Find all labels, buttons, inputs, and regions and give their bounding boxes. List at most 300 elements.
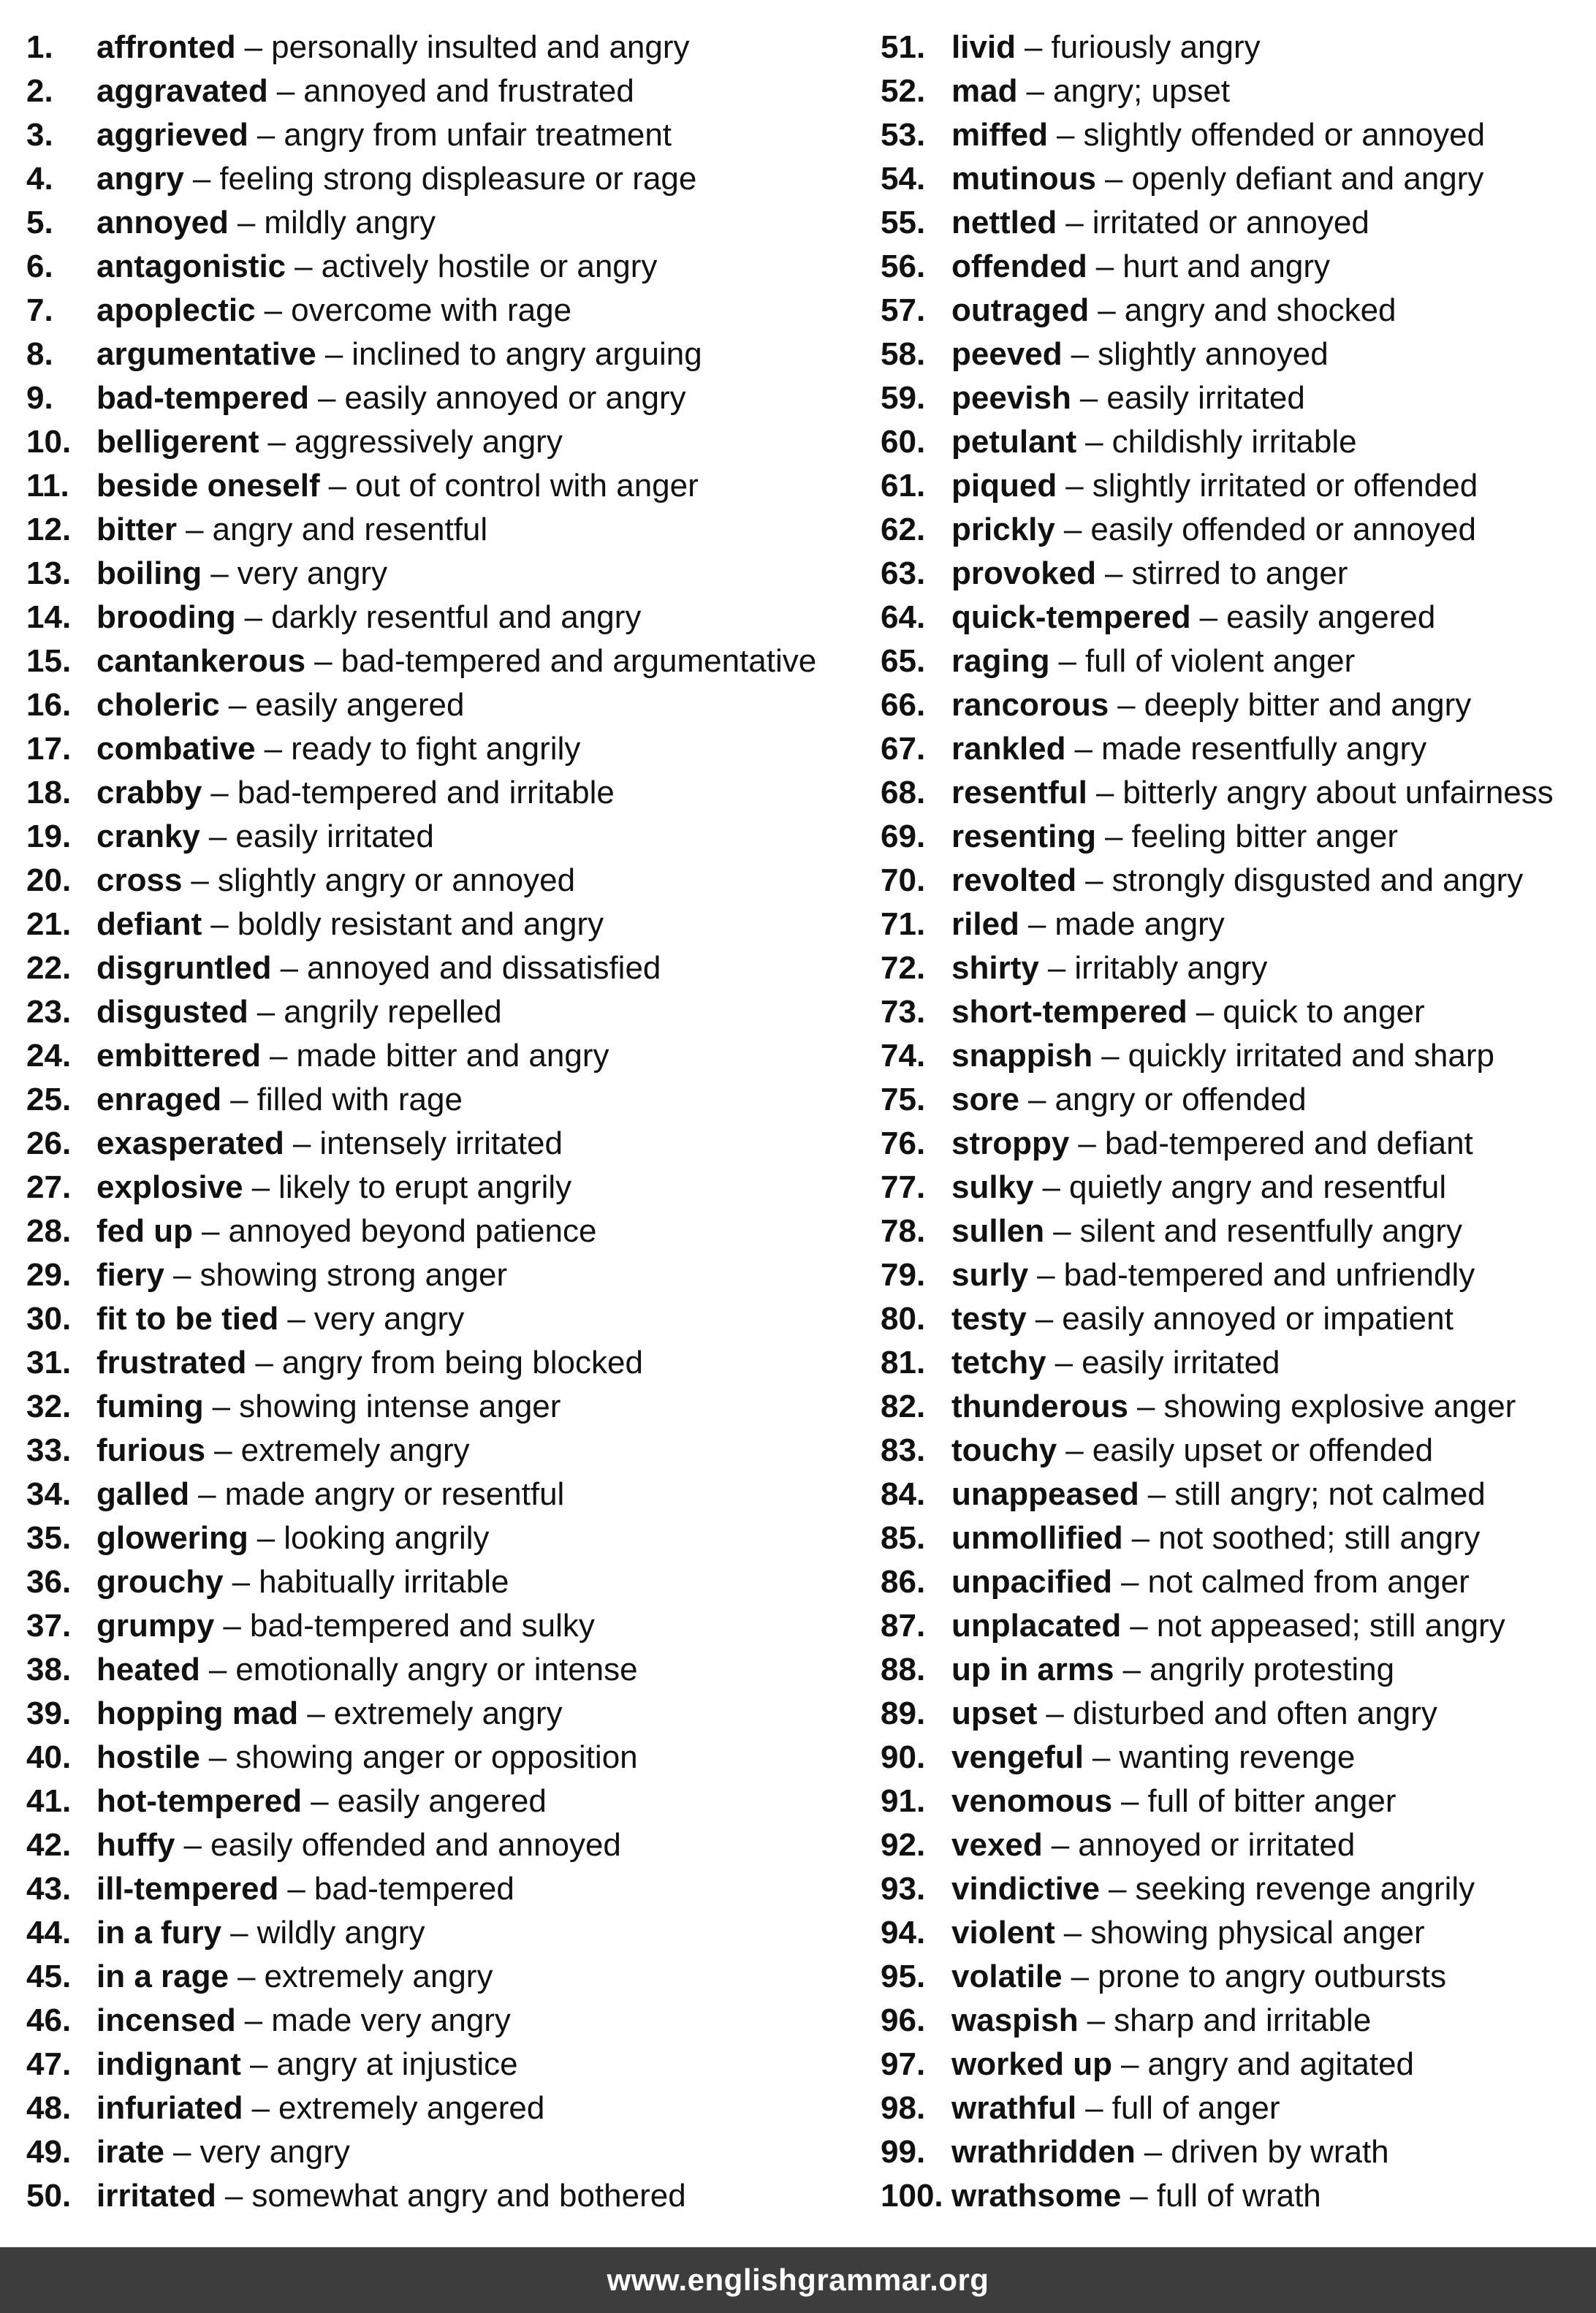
entry-definition: showing anger or opposition [235, 1739, 638, 1775]
entry-word: unpacified [951, 1564, 1113, 1600]
list-item [881, 1078, 1582, 1122]
entry-number: 78. [881, 1213, 926, 1249]
entry-number: 88. [881, 1652, 926, 1687]
entry-number: 57. [881, 292, 926, 328]
entry-definition: emotionally angry or intense [235, 1652, 638, 1687]
list-item [26, 1385, 852, 1429]
entry-separator: – [224, 2178, 243, 2214]
entry-number: 90. [881, 1739, 926, 1775]
entry-number: 33. [26, 1432, 72, 1468]
list-item [881, 1341, 1582, 1385]
entry-definition: made bitter and angry [296, 1038, 609, 1074]
entry-word: revolted [951, 862, 1077, 898]
list-item [881, 1648, 1582, 1692]
entry-definition: hurt and angry [1122, 248, 1330, 284]
entry-definition: prone to angry outbursts [1098, 1959, 1447, 1994]
list-item [26, 376, 852, 420]
entry-separator: – [1147, 1476, 1166, 1512]
entry-word: hostile [96, 1739, 200, 1775]
entry-number: 99. [881, 2134, 926, 2170]
entry-word: sore [951, 1082, 1019, 1117]
list-item [26, 1209, 852, 1253]
list-item [26, 289, 852, 333]
entry-word: provoked [951, 555, 1097, 591]
entry-definition: darkly resentful and angry [271, 599, 642, 635]
entry-definition: filled with rage [256, 1082, 463, 1117]
entry-number: 100. [881, 2178, 943, 2214]
entry-word: peeved [951, 336, 1063, 372]
entry-definition: disturbed and often angry [1072, 1695, 1437, 1731]
list-item [26, 1955, 852, 1999]
entry-word: irate [96, 2134, 164, 2170]
entry-number: 44. [26, 1915, 72, 1951]
entry-separator: – [1087, 2002, 1106, 2038]
entry-word: quick-tempered [951, 599, 1191, 635]
entry-number: 54. [881, 161, 926, 197]
list-item [26, 1999, 852, 2043]
entry-word: irritated [96, 2178, 216, 2214]
entry-number: 87. [881, 1608, 926, 1644]
entry-number: 70. [881, 862, 926, 898]
entry-definition: personally insulted and angry [271, 29, 690, 65]
entry-separator: – [1085, 862, 1103, 898]
entry-separator: – [255, 1345, 273, 1380]
entry-word: antagonistic [96, 248, 286, 284]
entry-definition: not calmed from anger [1147, 1564, 1470, 1600]
entry-word: tetchy [951, 1345, 1046, 1380]
entry-word: ill-tempered [96, 1871, 279, 1907]
entry-word: aggravated [96, 73, 268, 109]
entry-definition: easily irritated [1082, 1345, 1280, 1380]
entry-word: venomous [951, 1783, 1113, 1819]
entry-separator: – [228, 687, 247, 723]
entry-number: 66. [881, 687, 926, 723]
entry-separator: – [210, 906, 229, 942]
entry-number: 53. [881, 117, 926, 153]
entry-word: embittered [96, 1038, 261, 1074]
entry-word: vengeful [951, 1739, 1084, 1775]
entry-definition: easily annoyed or angry [344, 380, 686, 416]
entry-number: 2. [26, 73, 53, 109]
entry-number: 11. [26, 468, 69, 504]
entry-definition: angrily protesting [1149, 1652, 1395, 1687]
entry-definition: bad-tempered and unfriendly [1063, 1257, 1475, 1293]
entry-number: 10. [26, 424, 72, 460]
entry-number: 5. [26, 205, 53, 240]
list-item [881, 245, 1582, 289]
entry-number: 97. [881, 2046, 926, 2082]
entry-number: 23. [26, 994, 72, 1030]
entry-number: 68. [881, 775, 926, 810]
entry-separator: – [1085, 2090, 1103, 2126]
entry-definition: very angry [314, 1301, 465, 1337]
entry-definition: stirred to anger [1131, 555, 1348, 591]
entry-separator: – [1025, 29, 1043, 65]
entry-separator: – [1092, 1739, 1111, 1775]
entry-number: 8. [26, 336, 53, 372]
entry-separator: – [198, 1476, 216, 1512]
entry-number: 93. [881, 1871, 926, 1907]
entry-word: outraged [951, 292, 1090, 328]
entry-word: glowering [96, 1520, 248, 1556]
entry-separator: – [251, 1169, 270, 1205]
entry-number: 27. [26, 1169, 72, 1205]
entry-separator: – [191, 862, 209, 898]
list-item [881, 1253, 1582, 1297]
entry-word: resenting [951, 819, 1097, 854]
entry-separator: – [307, 1695, 325, 1731]
entry-definition: very angry [237, 555, 388, 591]
entry-separator: – [1047, 950, 1066, 986]
entry-separator: – [1095, 775, 1114, 810]
entry-separator: – [1054, 1345, 1074, 1380]
footer-website-link[interactable]: www.englishgrammar.org [607, 2263, 989, 2297]
entry-number: 92. [881, 1827, 926, 1863]
entry-separator: – [1085, 424, 1103, 460]
list-item [881, 69, 1582, 113]
entry-definition: bad-tempered and argumentative [341, 643, 817, 679]
entry-definition: easily irritated [235, 819, 434, 854]
entry-separator: – [223, 1608, 241, 1644]
list-item [881, 552, 1582, 596]
entry-number: 77. [881, 1169, 926, 1205]
entry-number: 76. [881, 1125, 926, 1161]
entry-separator: – [264, 292, 283, 328]
entry-word: short-tempered [951, 994, 1188, 1030]
entry-word: galled [96, 1476, 190, 1512]
list-item [26, 1297, 852, 1341]
entry-definition: feeling strong displeasure or rage [219, 161, 697, 197]
entry-separator: – [314, 643, 332, 679]
list-item [26, 2174, 852, 2218]
entry-number: 52. [881, 73, 926, 109]
footer-bar [0, 2247, 1596, 2313]
entry-definition: not appeased; still angry [1156, 1608, 1505, 1644]
entry-separator: – [1104, 161, 1123, 197]
entry-number: 18. [26, 775, 72, 810]
entry-definition: irritably angry [1074, 950, 1268, 986]
entry-word: annoyed [96, 205, 229, 240]
entry-separator: – [1117, 687, 1136, 723]
entry-number: 26. [26, 1125, 72, 1161]
entry-word: hopping mad [96, 1695, 299, 1731]
entry-word: belligerent [96, 424, 259, 460]
entry-definition: strongly disgusted and angry [1112, 862, 1524, 898]
entry-word: petulant [951, 424, 1077, 460]
entry-number: 46. [26, 2002, 72, 2038]
entry-word: apoplectic [96, 292, 256, 328]
entry-separator: – [317, 380, 336, 416]
entry-word: mad [951, 73, 1018, 109]
list-item [881, 903, 1582, 946]
entry-word: worked up [951, 2046, 1113, 2082]
entry-definition: made resentfully angry [1101, 731, 1427, 767]
entry-number: 73. [881, 994, 926, 1030]
entry-word: touchy [951, 1432, 1057, 1468]
list-item [881, 1911, 1582, 1955]
entry-separator: – [208, 819, 227, 854]
entry-word: offended [951, 248, 1087, 284]
entry-number: 63. [881, 555, 926, 591]
entry-number: 51. [881, 29, 926, 65]
list-item [881, 771, 1582, 815]
list-item [26, 508, 852, 552]
list-item [881, 201, 1582, 245]
entry-separator: – [244, 2002, 263, 2038]
list-item [881, 1867, 1582, 1911]
entry-word: wrathridden [951, 2134, 1136, 2170]
list-item [26, 69, 852, 113]
entry-word: miffed [951, 117, 1048, 153]
entry-separator: – [230, 1082, 248, 1117]
entry-definition: quickly irritated and sharp [1128, 1038, 1494, 1074]
entry-separator: – [251, 2090, 270, 2126]
entry-number: 84. [881, 1476, 926, 1512]
entry-separator: – [212, 1389, 231, 1424]
entry-definition: angry from unfair treatment [284, 117, 672, 153]
entry-number: 80. [881, 1301, 926, 1337]
entry-definition: full of anger [1112, 2090, 1280, 2126]
entry-word: disgruntled [96, 950, 272, 986]
entry-separator: – [280, 950, 299, 986]
list-item [26, 1253, 852, 1297]
list-item [26, 2086, 852, 2130]
list-item [881, 1780, 1582, 1823]
entry-number: 96. [881, 2002, 926, 2038]
entry-definition: full of wrath [1156, 2178, 1321, 2214]
entry-definition: angry; upset [1052, 73, 1231, 109]
entry-definition: wanting revenge [1119, 1739, 1356, 1775]
entry-definition: irritated or annoyed [1092, 205, 1369, 240]
entry-definition: annoyed or irritated [1078, 1827, 1356, 1863]
list-item [881, 1999, 1582, 2043]
entry-separator: – [294, 248, 313, 284]
list-item [881, 1560, 1582, 1604]
entry-definition: bitterly angry about unfairness [1122, 775, 1554, 810]
entry-number: 39. [26, 1695, 72, 1731]
entry-number: 85. [881, 1520, 926, 1556]
entry-number: 47. [26, 2046, 72, 2082]
entry-word: beside oneself [96, 468, 320, 504]
entry-definition: extremely angry [264, 1959, 493, 1994]
entry-separator: – [1042, 1169, 1060, 1205]
entry-definition: made very angry [271, 2002, 511, 2038]
entry-separator: – [183, 1827, 202, 1863]
list-item [26, 1473, 852, 1516]
entry-number: 42. [26, 1827, 72, 1863]
entry-separator: – [172, 2134, 191, 2170]
list-item [26, 683, 852, 727]
list-item [881, 639, 1582, 683]
entry-word: shirty [951, 950, 1039, 986]
entry-word: exasperated [96, 1125, 284, 1161]
entry-definition: quick to anger [1223, 994, 1425, 1030]
list-item [881, 1209, 1582, 1253]
entry-number: 19. [26, 819, 72, 854]
entry-definition: slightly angry or annoyed [217, 862, 576, 898]
entry-separator: – [1053, 1213, 1071, 1249]
entry-word: brooding [96, 599, 236, 635]
entry-number: 13. [26, 555, 72, 591]
entry-separator: – [232, 1564, 251, 1600]
list-item [881, 1297, 1582, 1341]
entry-separator: – [1071, 1959, 1090, 1994]
entry-separator: – [256, 994, 276, 1030]
entry-definition: looking angrily [284, 1520, 490, 1556]
entry-separator: – [1027, 1082, 1046, 1117]
entry-word: snappish [951, 1038, 1093, 1074]
entry-number: 3. [26, 117, 53, 153]
entry-number: 64. [881, 599, 926, 635]
list-item [26, 1604, 852, 1648]
list-item [26, 903, 852, 946]
entry-separator: – [1095, 248, 1114, 284]
entry-number: 58. [881, 336, 926, 372]
entry-number: 25. [26, 1082, 72, 1117]
entry-number: 43. [26, 1871, 72, 1907]
entry-definition: not soothed; still angry [1158, 1520, 1481, 1556]
list-item [881, 289, 1582, 333]
entry-number: 14. [26, 599, 72, 635]
list-item [26, 1516, 852, 1560]
entry-number: 34. [26, 1476, 72, 1512]
entry-word: waspish [951, 2002, 1079, 2038]
entry-number: 35. [26, 1520, 72, 1556]
list-item [881, 1516, 1582, 1560]
entry-number: 69. [881, 819, 926, 854]
entry-separator: – [210, 775, 229, 810]
entry-word: fiery [96, 1257, 164, 1293]
entry-definition: seeking revenge angrily [1135, 1871, 1475, 1907]
entry-word: incensed [96, 2002, 236, 2038]
entry-separator: – [292, 1125, 311, 1161]
entry-word: rancorous [951, 687, 1109, 723]
entry-definition: easily offended and annoyed [210, 1827, 621, 1863]
entry-number: 49. [26, 2134, 72, 2170]
entry-definition: bad-tempered and defiant [1104, 1125, 1473, 1161]
entry-word: choleric [96, 687, 220, 723]
entry-separator: – [1130, 2178, 1148, 2214]
entry-number: 48. [26, 2090, 72, 2126]
entry-word: volatile [951, 1959, 1063, 1994]
entry-definition: driven by wrath [1171, 2134, 1389, 2170]
entry-definition: angrily repelled [284, 994, 502, 1030]
entry-word: fit to be tied [96, 1301, 279, 1337]
list-item [26, 201, 852, 245]
entry-number: 22. [26, 950, 72, 986]
list-item [881, 1122, 1582, 1166]
list-item [26, 990, 852, 1034]
list-item [881, 2174, 1582, 2218]
list-item [881, 859, 1582, 903]
entry-number: 21. [26, 906, 72, 942]
entry-word: crabby [96, 775, 202, 810]
entry-number: 59. [881, 380, 926, 416]
entry-word: sullen [951, 1213, 1045, 1249]
entry-number: 72. [881, 950, 926, 986]
list-item [881, 727, 1582, 771]
list-item [26, 333, 852, 376]
list-item [26, 26, 852, 69]
entry-word: combative [96, 731, 256, 767]
entry-definition: ready to fight angrily [291, 731, 581, 767]
entry-separator: – [269, 1038, 288, 1074]
entry-separator: – [1105, 555, 1123, 591]
entry-separator: – [1046, 1695, 1064, 1731]
entry-definition: full of violent anger [1084, 643, 1356, 679]
entry-word: fed up [96, 1213, 193, 1249]
entry-separator: – [1199, 599, 1218, 635]
entry-number: 9. [26, 380, 53, 416]
entry-separator: – [1037, 1257, 1055, 1293]
entry-definition: showing physical anger [1090, 1915, 1425, 1951]
entry-definition: intensely irritated [319, 1125, 563, 1161]
entry-definition: likely to erupt angrily [278, 1169, 572, 1205]
entry-definition: showing intense anger [239, 1389, 561, 1424]
entry-definition: angry and shocked [1124, 292, 1396, 328]
word-list-left-column [26, 26, 852, 2218]
entry-definition: out of control with anger [355, 468, 699, 504]
entry-number: 89. [881, 1695, 926, 1731]
entry-separator: – [1035, 1301, 1054, 1337]
list-item [881, 815, 1582, 859]
entry-definition: easily irritated [1106, 380, 1305, 416]
list-item [881, 2086, 1582, 2130]
entry-definition: wildly angry [256, 1915, 425, 1951]
list-item [26, 771, 852, 815]
entry-number: 75. [881, 1082, 926, 1117]
list-item [881, 508, 1582, 552]
entry-definition: angry at injustice [276, 2046, 518, 2082]
entry-definition: furiously angry [1051, 29, 1261, 65]
list-item [26, 1034, 852, 1078]
list-item [26, 1122, 852, 1166]
entry-definition: aggressively angry [294, 424, 563, 460]
entry-word: grouchy [96, 1564, 224, 1600]
entry-separator: – [1078, 1125, 1096, 1161]
entry-word: huffy [96, 1827, 175, 1863]
entry-definition: slightly annoyed [1098, 336, 1329, 372]
entry-word: bitter [96, 512, 177, 547]
entry-definition: angry and agitated [1147, 2046, 1415, 2082]
entry-number: 60. [881, 424, 926, 460]
list-item [26, 1560, 852, 1604]
entry-separator: – [1131, 1520, 1150, 1556]
entry-definition: easily annoyed or impatient [1062, 1301, 1454, 1337]
entry-word: unappeased [951, 1476, 1139, 1512]
entry-number: 30. [26, 1301, 72, 1337]
list-item [26, 1911, 852, 1955]
entry-word: fuming [96, 1389, 204, 1424]
entry-definition: inclined to angry arguing [352, 336, 702, 372]
entry-word: prickly [951, 512, 1055, 547]
entry-separator: – [214, 1432, 232, 1468]
entry-definition: angry and resentful [212, 512, 488, 547]
entry-separator: – [1027, 906, 1046, 942]
entry-word: violent [951, 1915, 1055, 1951]
entry-number: 50. [26, 2178, 72, 2214]
entry-definition: bad-tempered and sulky [249, 1608, 595, 1644]
entry-definition: boldly resistant and angry [237, 906, 604, 942]
list-item [881, 1034, 1582, 1078]
list-item [26, 815, 852, 859]
entry-definition: bad-tempered and irritable [237, 775, 615, 810]
list-item [26, 464, 852, 508]
entry-number: 61. [881, 468, 926, 504]
entry-number: 31. [26, 1345, 72, 1380]
entry-separator: – [1144, 2134, 1163, 2170]
entry-word: vexed [951, 1827, 1043, 1863]
